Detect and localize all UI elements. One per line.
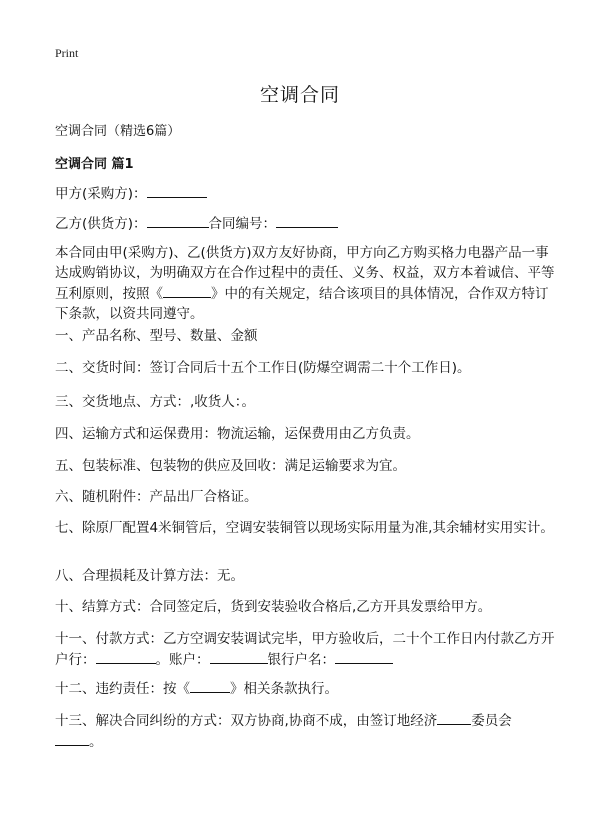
clause-12-text: 十二、违约责任：按《 xyxy=(55,681,190,697)
intro-reference-blank xyxy=(163,283,211,298)
section-heading: 空调合同 篇1 xyxy=(55,157,134,172)
print-label: Print xyxy=(55,46,79,60)
contract-no-label: 合同编号： xyxy=(208,216,277,232)
clause-4: 四、运输方式和运保费用：物流运输，运保费用由乙方负责。 xyxy=(55,426,420,442)
account-name-blank xyxy=(335,649,393,664)
party-b-label: 乙方(供货方)： xyxy=(55,216,147,232)
contract-no-blank xyxy=(276,213,338,228)
clause-13-text-3: 。 xyxy=(89,734,103,750)
clause-2: 二、交货时间：签订合同后十五个工作日(防爆空调需二十个工作日)。 xyxy=(55,360,471,376)
clause-8: 八、合理损耗及计算方法：无。 xyxy=(55,568,244,584)
party-b-line xyxy=(55,213,555,234)
intro-text-2: 》中的有关规定，结合该项目的具体情况，合作双方特订下条款，以资共同遵守。 xyxy=(55,286,549,322)
clause-10: 十、结算方式：合同签定后，货到安装验收合格后,乙方开具发票给甲方。 xyxy=(55,599,492,615)
clause-12-text-2: 》相关条款执行。 xyxy=(230,681,338,697)
account-label: 。账户： xyxy=(155,652,210,668)
party-a-label: 甲方(采购方)： xyxy=(55,186,147,202)
clause-11-text: 十一、付款方式：乙方空调安装调试完毕，甲方验收后，二十个工作日内付款乙方开户行： xyxy=(55,631,555,668)
clause-3: 三、交货地点、方式：,收货人：。 xyxy=(55,394,256,410)
clause-13 xyxy=(55,710,555,752)
clause-6: 六、随机附件：产品出厂合格证。 xyxy=(55,489,258,505)
clause-12-blank xyxy=(190,678,230,693)
clause-13-blank-1 xyxy=(437,710,471,725)
bank-blank xyxy=(96,649,156,664)
intro-text: 本合同由甲(采购方)、乙(供货方)双方友好协商，甲方向乙方购买格力电器产品一事达成购销协议，为明确双方在合作过程中的责任、义务、权益，双方本着诚信、平等互利原则，按照《 xyxy=(55,245,555,302)
intro-paragraph xyxy=(55,243,555,324)
party-b-blank xyxy=(147,213,209,228)
clause-5: 五、包装标准、包装物的供应及回收：满足运输要求为宜。 xyxy=(55,458,406,474)
document-title: 空调合同 xyxy=(259,84,340,106)
account-name-label: 银行户名： xyxy=(267,652,335,668)
clause-13-blank-2 xyxy=(55,731,89,746)
party-a-line xyxy=(55,183,555,204)
account-blank xyxy=(210,649,268,664)
clause-7: 七、除原厂配置4米铜管后，空调安装铜管以现场实际用量为准,其余辅材实用实计。 xyxy=(55,520,554,536)
clause-11 xyxy=(55,629,555,670)
party-a-blank xyxy=(147,183,207,198)
clause-13-text: 十三、解决合同纠纷的方式：双方协商,协商不成，由签订地经济 xyxy=(55,713,438,729)
clause-1: 一、产品名称、型号、数量、金额 xyxy=(55,328,258,344)
clause-12 xyxy=(55,678,555,699)
clause-13-text-2: 委员会 xyxy=(471,713,512,729)
document-subtitle: 空调合同（精选6篇） xyxy=(55,124,181,139)
